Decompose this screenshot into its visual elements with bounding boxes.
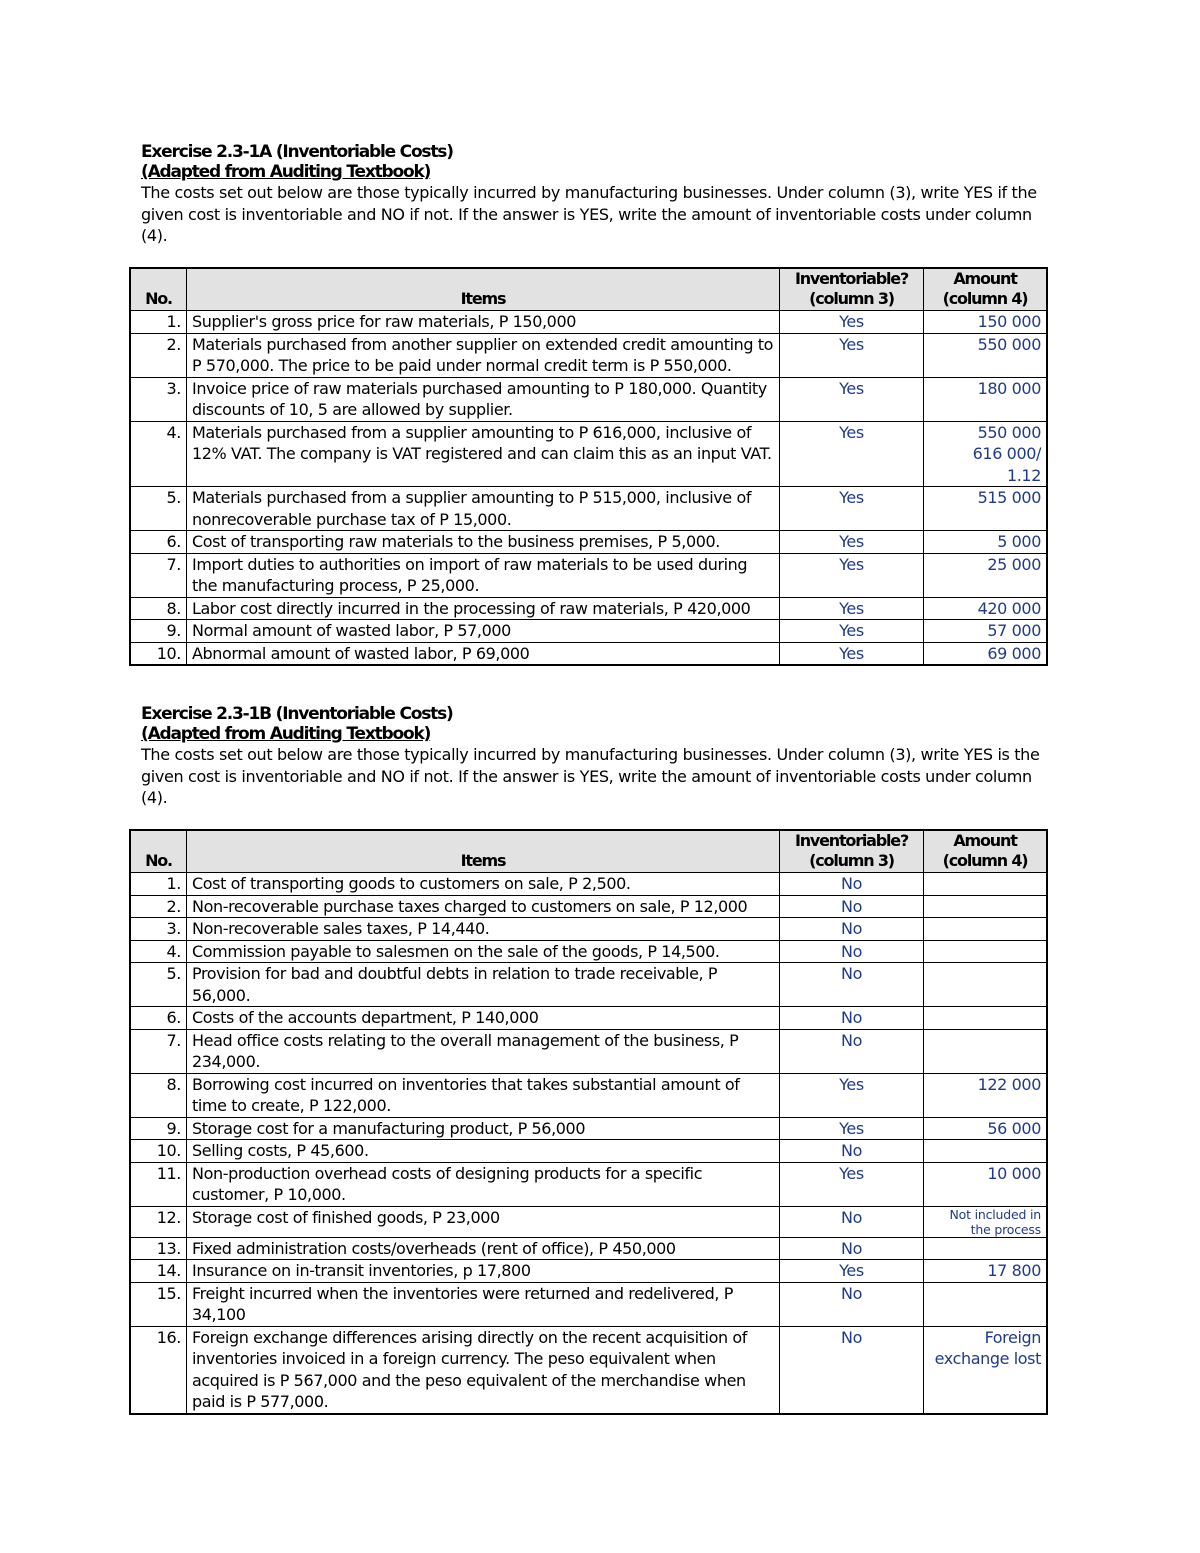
row-amount <box>924 1282 1048 1326</box>
row-item: Materials purchased from another supplier on extended credit amounting to P 570,000. The price to be paid under normal credit term is P 550,000. <box>187 333 780 377</box>
header-amount-line2: (column 4) <box>942 851 1028 870</box>
row-inventoriable: Yes <box>780 642 924 665</box>
row-item: Materials purchased from a supplier amounting to P 515,000, inclusive of nonrecoverable purchase tax of P 15,000. <box>187 487 780 531</box>
table-row <box>130 1260 1047 1283</box>
row-number: 16. <box>130 1326 187 1414</box>
row-amount <box>924 597 1048 620</box>
table-row <box>130 531 1047 554</box>
row-item: Materials purchased from a supplier amounting to P 616,000, inclusive of 12% VAT. The company is VAT registered and can claim this as an input VAT. <box>187 421 780 487</box>
row-item: Non-recoverable sales taxes, P 14,440. <box>187 918 780 941</box>
table-row <box>130 1140 1047 1163</box>
table-row <box>130 1282 1047 1326</box>
row-amount-value: 17 800 <box>987 1261 1041 1280</box>
exercise-b-subtitle: (Adapted from Auditing Textbook) <box>141 724 431 744</box>
row-amount <box>924 1237 1048 1260</box>
row-amount <box>924 940 1048 963</box>
row-item: Non-production overhead costs of designing products for a specific customer, P 10,000. <box>187 1162 780 1206</box>
row-amount-value: 57 000 <box>987 621 1041 640</box>
row-number: 10. <box>130 642 187 665</box>
row-amount <box>924 642 1048 665</box>
row-inventoriable: No <box>780 1206 924 1237</box>
row-item: Fixed administration costs/overheads (rent of office), P 450,000 <box>187 1237 780 1260</box>
table-row <box>130 1117 1047 1140</box>
table-row <box>130 642 1047 665</box>
row-amount-value: 180 000 <box>977 378 1041 398</box>
row-item: Costs of the accounts department, P 140,000 <box>187 1007 780 1030</box>
row-inventoriable: Yes <box>780 1162 924 1206</box>
row-amount <box>924 421 1048 487</box>
row-amount-note: 616 000/ <box>972 444 1041 463</box>
table-row <box>130 421 1047 487</box>
row-item: Normal amount of wasted labor, P 57,000 <box>187 620 780 643</box>
row-inventoriable: Yes <box>780 531 924 554</box>
row-amount-value: 550 000 <box>977 334 1041 354</box>
row-number: 12. <box>130 1206 187 1237</box>
table-row <box>130 940 1047 963</box>
row-amount-value: 515 000 <box>977 488 1041 507</box>
exercise-b-table <box>129 829 1048 1415</box>
row-amount-value: 10 000 <box>987 1163 1041 1183</box>
row-inventoriable: Yes <box>780 1073 924 1117</box>
row-number: 14. <box>130 1260 187 1283</box>
header-items: Items <box>187 830 780 873</box>
table-header-row <box>130 268 1047 311</box>
header-amount <box>924 830 1048 873</box>
table-row <box>130 873 1047 896</box>
exercise-a-table <box>129 267 1048 666</box>
row-amount <box>924 1260 1048 1283</box>
row-item: Labor cost directly incurred in the processing of raw materials, P 420,000 <box>187 597 780 620</box>
header-inventoriable-line2: (column 3) <box>809 851 894 870</box>
row-inventoriable: No <box>780 1326 924 1414</box>
row-item: Selling costs, P 45,600. <box>187 1140 780 1163</box>
row-inventoriable: Yes <box>780 333 924 377</box>
row-inventoriable: No <box>780 1140 924 1163</box>
row-inventoriable: Yes <box>780 311 924 334</box>
table-row <box>130 1326 1047 1414</box>
row-amount <box>924 1140 1048 1163</box>
row-item: Storage cost of finished goods, P 23,000 <box>187 1206 780 1237</box>
row-number: 9. <box>130 620 187 643</box>
row-inventoriable: No <box>780 1237 924 1260</box>
row-amount <box>924 1029 1048 1073</box>
row-item: Cost of transporting raw materials to the business premises, P 5,000. <box>187 531 780 554</box>
table-row <box>130 1162 1047 1206</box>
row-number: 3. <box>130 377 187 421</box>
row-amount <box>924 963 1048 1007</box>
row-number: 8. <box>130 597 187 620</box>
row-inventoriable: No <box>780 895 924 918</box>
header-amount-line2: (column 4) <box>942 289 1028 308</box>
row-inventoriable: Yes <box>780 1117 924 1140</box>
exercise-b-description: The costs set out below are those typically incurred by manufacturing businesses. Under column (3), write YES is the given cost is inventoriable and NO if not. If the answer is YES, write the amount of inventoriable costs under column (4). <box>141 745 1040 807</box>
row-inventoriable: No <box>780 873 924 896</box>
row-amount <box>924 333 1048 377</box>
row-number: 11. <box>130 1162 187 1206</box>
row-number: 13. <box>130 1237 187 1260</box>
row-number: 5. <box>130 963 187 1007</box>
row-number: 1. <box>130 873 187 896</box>
header-inventoriable <box>780 268 924 311</box>
header-items: Items <box>187 268 780 311</box>
row-amount <box>924 553 1048 597</box>
row-inventoriable: Yes <box>780 487 924 531</box>
table-row <box>130 553 1047 597</box>
row-number: 6. <box>130 1007 187 1030</box>
row-amount-value: 25 000 <box>987 554 1041 574</box>
row-amount-value: 5 000 <box>997 532 1041 551</box>
header-inventoriable-line1: Inventoriable? <box>794 831 909 850</box>
row-amount-value: 420 000 <box>977 598 1041 618</box>
row-item: Abnormal amount of wasted labor, P 69,000 <box>187 642 780 665</box>
row-number: 7. <box>130 1029 187 1073</box>
row-item: Cost of transporting goods to customers on sale, P 2,500. <box>187 873 780 896</box>
row-number: 6. <box>130 531 187 554</box>
row-number: 8. <box>130 1073 187 1117</box>
row-item: Storage cost for a manufacturing product, P 56,000 <box>187 1117 780 1140</box>
row-amount-value: 150 000 <box>977 312 1041 331</box>
table-row <box>130 597 1047 620</box>
row-amount-value: 56 000 <box>987 1118 1041 1138</box>
row-number: 3. <box>130 918 187 941</box>
row-inventoriable: Yes <box>780 1260 924 1283</box>
row-inventoriable: Yes <box>780 553 924 597</box>
table-row <box>130 620 1047 643</box>
row-number: 7. <box>130 553 187 597</box>
row-number: 2. <box>130 895 187 918</box>
row-item: Invoice price of raw materials purchased amounting to P 180,000. Quantity discounts of 10, 5 are allowed by supplier. <box>187 377 780 421</box>
header-amount-line1: Amount <box>953 269 1017 288</box>
table-row <box>130 487 1047 531</box>
table-row <box>130 1237 1047 1260</box>
header-amount <box>924 268 1048 311</box>
row-inventoriable: Yes <box>780 377 924 421</box>
row-number: 9. <box>130 1117 187 1140</box>
table-row <box>130 1073 1047 1117</box>
row-amount <box>924 895 1048 918</box>
row-number: 1. <box>130 311 187 334</box>
header-no: No. <box>130 268 187 311</box>
row-amount-value: 550 000 <box>977 422 1041 442</box>
row-item: Insurance on in-transit inventories, p 17,800 <box>187 1260 780 1283</box>
row-item: Provision for bad and doubtful debts in relation to trade receivable, P 56,000. <box>187 963 780 1007</box>
row-amount <box>924 531 1048 554</box>
row-amount-value: Foreign exchange lost <box>934 1327 1041 1368</box>
table-row <box>130 1007 1047 1030</box>
row-number: 5. <box>130 487 187 531</box>
table-row <box>130 963 1047 1007</box>
exercise-a-heading <box>141 142 1051 247</box>
table-row <box>130 377 1047 421</box>
header-inventoriable <box>780 830 924 873</box>
row-amount <box>924 377 1048 421</box>
exercise-a-title: Exercise 2.3-1A (Inventoriable Costs) <box>141 142 453 162</box>
row-amount <box>924 311 1048 334</box>
row-number: 15. <box>130 1282 187 1326</box>
table-row <box>130 333 1047 377</box>
table-row <box>130 895 1047 918</box>
row-inventoriable: Yes <box>780 421 924 487</box>
exercise-b-heading <box>141 704 1051 809</box>
row-amount <box>924 918 1048 941</box>
row-amount <box>924 487 1048 531</box>
table-row <box>130 1206 1047 1237</box>
row-item: Head office costs relating to the overall management of the business, P 234,000. <box>187 1029 780 1073</box>
row-amount-value: 69 000 <box>987 643 1041 663</box>
row-inventoriable: No <box>780 1007 924 1030</box>
header-no: No. <box>130 830 187 873</box>
row-amount <box>924 873 1048 896</box>
row-amount-note: 1.12 <box>1006 465 1041 485</box>
row-amount <box>924 1117 1048 1140</box>
row-number: 4. <box>130 421 187 487</box>
table-row <box>130 1029 1047 1073</box>
row-item: Non-recoverable purchase taxes charged to customers on sale, P 12,000 <box>187 895 780 918</box>
row-amount <box>924 1206 1048 1237</box>
header-inventoriable-line1: Inventoriable? <box>794 269 909 288</box>
row-inventoriable: Yes <box>780 620 924 643</box>
header-inventoriable-line2: (column 3) <box>809 289 894 308</box>
exercise-a-description: The costs set out below are those typically incurred by manufacturing businesses. Under column (3), write YES if the given cost is inventoriable and NO if not. If the answer is YES, write the amount of inventoriable costs under column (4). <box>141 183 1037 245</box>
row-amount <box>924 1007 1048 1030</box>
row-number: 2. <box>130 333 187 377</box>
header-amount-line1: Amount <box>953 831 1017 850</box>
row-inventoriable: No <box>780 1029 924 1073</box>
row-amount-note: Not included in the process <box>949 1206 1041 1237</box>
row-item: Supplier's gross price for raw materials, P 150,000 <box>187 311 780 334</box>
exercise-b-title: Exercise 2.3-1B (Inventoriable Costs) <box>141 704 453 724</box>
row-inventoriable: Yes <box>780 597 924 620</box>
table-row <box>130 311 1047 334</box>
exercise-a-subtitle: (Adapted from Auditing Textbook) <box>141 162 431 182</box>
row-amount <box>924 620 1048 643</box>
row-inventoriable: No <box>780 963 924 1007</box>
row-amount <box>924 1326 1048 1414</box>
row-inventoriable: No <box>780 1282 924 1326</box>
row-amount <box>924 1073 1048 1117</box>
table-header-row <box>130 830 1047 873</box>
row-item: Import duties to authorities on import of raw materials to be used during the manufacturing process, P 25,000. <box>187 553 780 597</box>
row-number: 10. <box>130 1140 187 1163</box>
row-inventoriable: No <box>780 940 924 963</box>
row-item: Foreign exchange differences arising directly on the recent acquisition of inventories invoiced in a foreign currency. The peso equivalent when acquired is P 567,000 and the peso equivalent of the merchandise when paid is P 577,000. <box>187 1326 780 1414</box>
row-item: Freight incurred when the inventories were returned and redelivered, P 34,100 <box>187 1282 780 1326</box>
table-row <box>130 918 1047 941</box>
row-amount <box>924 1162 1048 1206</box>
row-amount-value: 122 000 <box>977 1074 1041 1094</box>
row-inventoriable: No <box>780 918 924 941</box>
row-item: Borrowing cost incurred on inventories that takes substantial amount of time to create, P 122,000. <box>187 1073 780 1117</box>
row-number: 4. <box>130 940 187 963</box>
row-item: Commission payable to salesmen on the sale of the goods, P 14,500. <box>187 940 780 963</box>
